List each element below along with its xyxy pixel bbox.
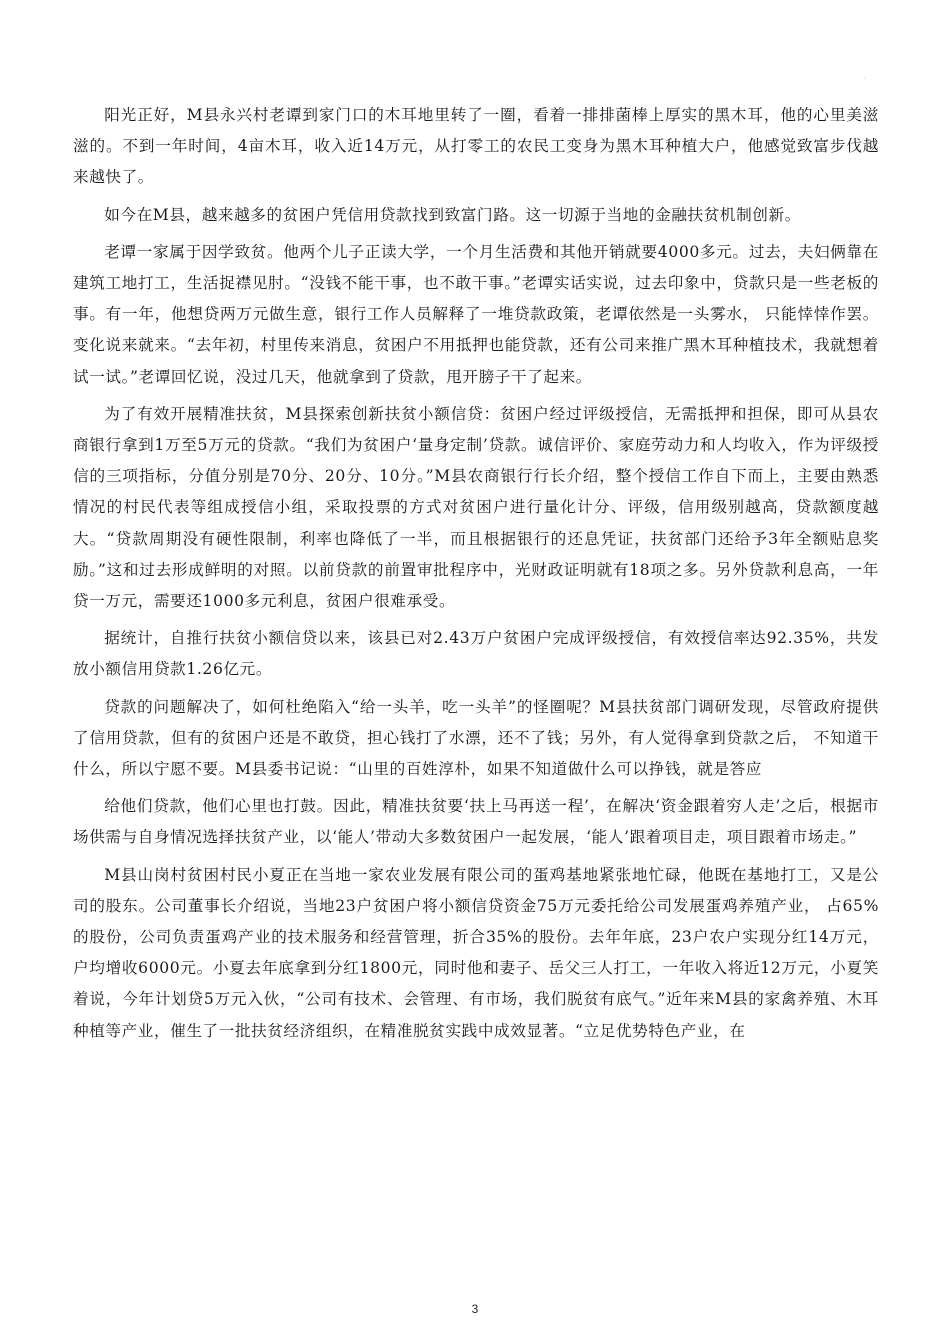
paragraph-5: 据统计，自推行扶贫小额信贷以来，该县已对2.43万户贫困户完成评级授信，有效授信率达92.35%，共发放小额信用贷款1.26亿元。 — [73, 629, 879, 679]
page-number: 3 — [471, 1302, 479, 1316]
paragraph-4: 为了有效开展精准扶贫，M县探索创新扶贫小额信贷：贫困户经过评级授信，无需抵押和担保，即可从县农商银行拿到1万至5万元的贷款。“我们为贫困户‘量身定制’贷款。诚信评价、家庭劳动力和人均收入，作为评级授信的三项指标，分值分别是70分、20分、10分。”M县农商银行行长介绍，整个授信工作自下而上，主要由熟悉情况的村民代表等组成授信小组，采取投票的方式对贫困户进行量化计分、评级，信用级别越高，贷款额度越大。“贷款周期没有硬性限制，利率也降低了一半，而且根据银行的还息凭证，扶贫部门还给予3年全额贴息奖励。”这和过去形成鲜明的对照。以前贷款的前置审批程序中，光财政证明就有18项之多。另外贷款利息高，一年贷一万元，需要还1000多元利息，贫困户很难承受。 — [73, 404, 879, 611]
paragraph-2: 如今在M县，越来越多的贫困户凭信用贷款找到致富门路。这一切源于当地的金融扶贫机制创新。 — [104, 205, 801, 224]
paragraph-1: 阳光正好，M县永兴村老谭到家门口的木耳地里转了一圈，看着一排排菌棒上厚实的黑木耳，他的心里美滋滋的。不到一年时间，4亩木耳，收入近14万元，从打零工的农民工变身为黑木耳种植大户，他感觉致富步伐越来越快了。 — [73, 106, 879, 187]
paragraph-7: 给他们贷款，他们心里也打鼓。因此，精准扶贫要‘扶上马再送一程’，在解决‘资金跟着穷人走’之后，根据市场供需与自身情况选择扶贫产业，以‘能人’带动大多数贫困户一起发展，‘能人’跟着项目走，项目跟着市场走。” — [73, 797, 879, 847]
article-body — [73, 100, 879, 1053]
paragraph-3: 老谭一家属于因学致贫。他两个儿子正读大学，一个月生活费和其他开销就要4000多元。过去，夫妇俩靠在建筑工地打工，生活捉襟见肘。“没钱不能干事，也不敢干事。”老谭实话实说，过去印象中，贷款只是一些老板的事。有一年，他想贷两万元做生意，银行工作人员解释了一堆贷款政策，老谭依然是一头雾水， 只能悻悻作罢。变化说来就来。“去年初，村里传来消息，贫困户不用抵押也能贷款，还有公司来推广黑木耳种植技术，我就想着试一试。”老谭回忆说，没过几天，他就拿到了贷款，甩开膀子干了起来。 — [73, 242, 879, 386]
paragraph-8: M县山岗村贫困村民小夏正在当地一家农业发展有限公司的蛋鸡基地紧张地忙碌，他既在基地打工，又是公司的股东。公司董事长介绍说，当地23户贫困户将小额信贷资金75万元委托给公司发展蛋鸡养殖产业， 占65%的股份，公司负责蛋鸡产业的技术服务和经营管理，折合35%的股份。去年年底，23户农户实现分红14万元，户均增收6000元。小夏去年底拿到分红1800元，同时他和妻子、岳父三人打工，一年收入将近12万元，小夏笑着说，今年计划贷5万元入伙，“公司有技术、会管理、有市场，我们脱贫有底气。”近年来M县的家禽养殖、木耳种植等产业，催生了一批扶贫经济组织，在精准脱贫实践中成效显著。“立足优势特色产业，在 — [73, 865, 879, 1040]
paragraph-6: 贷款的问题解决了，如何杜绝陷入“给一头羊，吃一头羊”的怪圈呢？M县扶贫部门调研发现，尽管政府提供了信用贷款，但有的贫困户还是不敢贷，担心钱打了水漂，还不了钱；另外，有人觉得拿到贷款之后， 不知道干什么，所以宁愿不要。M县委书记说：“山里的百姓淳朴，如果不知道做什么可以挣钱，就是答应 — [73, 697, 879, 779]
corner-mark: · — [863, 74, 866, 83]
